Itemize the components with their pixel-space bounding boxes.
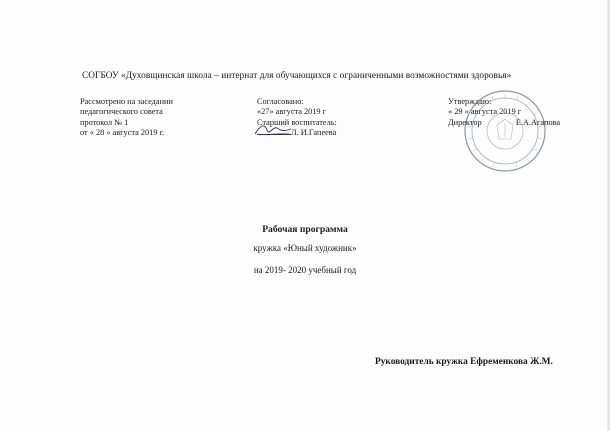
director-label: Директор	[448, 117, 482, 127]
agreement-date: «27» августа 2019 г	[257, 107, 327, 117]
school-year: на 2019- 2020 учебный год	[253, 265, 357, 275]
council-line-1: Рассмотрено на заседании	[80, 97, 173, 106]
signature-icon	[253, 122, 293, 138]
club-leader: Руководитель кружка Ефременкова Ж.М.	[375, 357, 553, 367]
council-protocol: протокол № 1	[80, 117, 129, 127]
organization-header: СОГБОУ «Духовщинская школа – интернат для обучающихся с ограниченными возможностями здоровья»	[82, 71, 512, 81]
senior-educator-signature-row	[257, 128, 337, 138]
director-name: Е.А.Агапова	[515, 117, 561, 127]
senior-educator-name: Л. И.Гапеева	[291, 128, 337, 138]
agreement-block	[257, 97, 337, 139]
council-line-2: педагогического совета	[80, 107, 163, 117]
program-name: кружка «Юный художник»	[253, 243, 357, 253]
pedagogical-council-block	[80, 97, 173, 139]
approval-date: « 29 » августа 2019 г	[448, 107, 522, 117]
document-title: Рабочая программа	[262, 224, 348, 235]
council-date: от « 28 » августа 2019 г.	[80, 128, 165, 138]
official-stamp-icon	[463, 89, 547, 173]
senior-educator-label: Старший воспитатель:	[257, 117, 337, 127]
approval-label: Утверждаю:	[448, 97, 492, 106]
agreement-label: Согласовано:	[257, 97, 304, 106]
